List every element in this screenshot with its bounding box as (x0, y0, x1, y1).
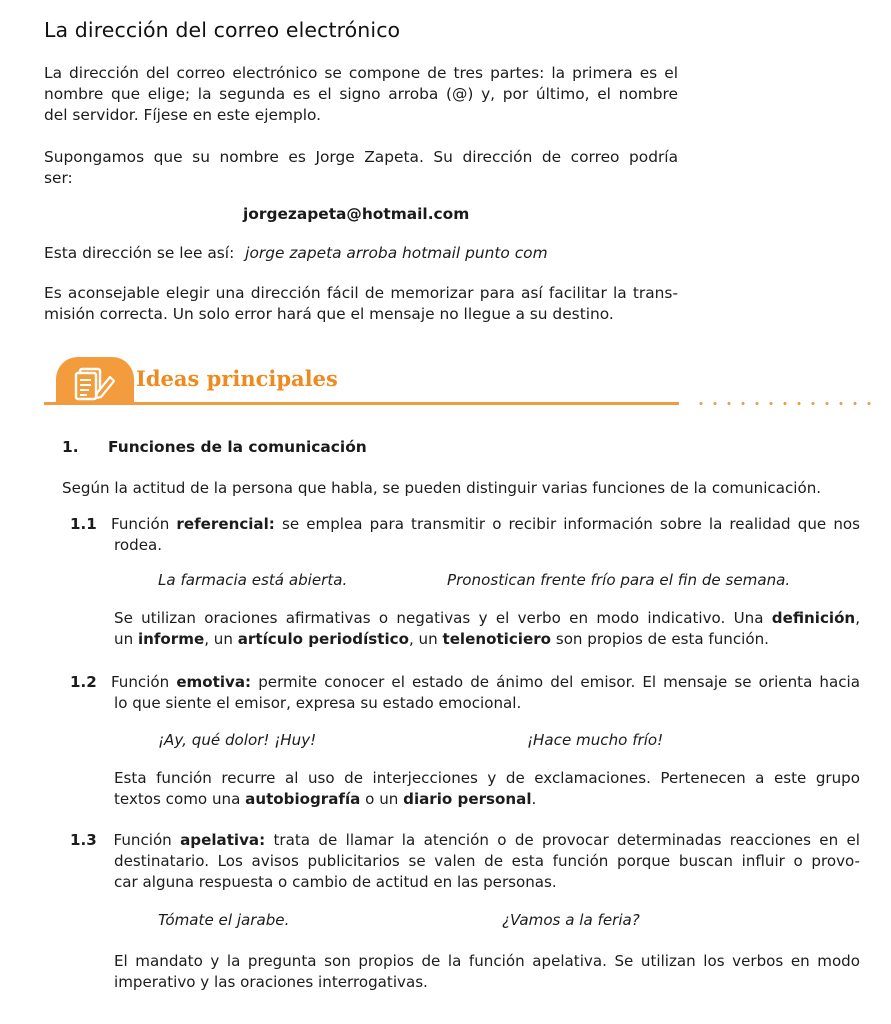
section-heading: Funciones de la comunicación (108, 438, 367, 456)
text-span: son propios de esta función. (551, 630, 769, 648)
example-1: ¡Ay, qué dolor! ¡Huy! (158, 731, 317, 749)
text-line: destinatario. Los avisos publicitarios se valen de esta función porque buscan influir o provo- (114, 852, 860, 870)
ideas-banner (44, 352, 874, 412)
text-span: se emplea para transmitir o recibir información sobre la realidad que nos (274, 515, 860, 533)
text-line: Supongamos que su nombre es Jorge Zapeta. Su dirección de correo podría (44, 148, 678, 166)
key-term: telenoticiero (442, 630, 552, 648)
text-span: o un (360, 790, 404, 808)
key-term: informe (137, 630, 205, 648)
reading-italic: jorge zapeta arroba hotmail punto com (245, 244, 548, 262)
key-term: emotiva: (176, 673, 252, 691)
item-number: 1.3 (70, 831, 97, 849)
text-line: El mandato y la pregunta son propios de la función apelativa. Se utilizan los verbos en modo (114, 952, 860, 970)
text-line: nombre que elige; la segunda es el signo arroba (@) y, por último, el nombre (44, 85, 678, 103)
paragraph-reading (44, 243, 548, 264)
paragraph-intro (44, 63, 678, 126)
text-span: Función (113, 831, 181, 849)
text-line: Es aconsejable elegir una dirección fácil de memorizar para así facilitar la trans- (44, 284, 678, 302)
paragraph-example (44, 147, 678, 189)
function-apelativa-detail (114, 951, 860, 993)
example-2: ¿Vamos a la feria? (502, 911, 640, 929)
text-span: , (855, 609, 860, 627)
ideas-heading: Ideas principales (136, 366, 338, 391)
page-title: La dirección del correo electrónico (44, 18, 401, 42)
text-line: La dirección del correo electrónico se compone de tres partes: la primera es el (44, 64, 678, 82)
text-span: Se utilizan oraciones afirmativas o negativas y el verbo en modo indicativo. Una (114, 609, 772, 627)
text-line (70, 514, 860, 535)
document-pencil-icon (56, 357, 134, 402)
text-line: del servidor. Fíjese en este ejemplo. (44, 106, 322, 124)
ideas-underline (44, 402, 679, 405)
text-span: , un (204, 630, 238, 648)
key-term: autobiografía (245, 790, 361, 808)
function-apelativa (70, 830, 860, 893)
text-line: Esta función recurre al uso de interjecciones y de exclamaciones. Pertenecen a este grupo (114, 769, 860, 787)
key-term: artículo periodístico (237, 630, 409, 648)
text-span: , un (408, 630, 443, 648)
section-intro: Según la actitud de la persona que habla, se pueden distinguir varias funciones de la comunicación. (62, 479, 822, 497)
ideas-dotted-line (694, 402, 874, 405)
text-span: permite conocer el estado de ánimo del emisor. El mensaje se orienta hacia (251, 673, 860, 691)
key-term: diario personal (403, 790, 532, 808)
function-emotiva (70, 672, 860, 714)
text-line (114, 630, 769, 648)
text-span: Función (111, 515, 177, 533)
item-number: 1.2 (70, 673, 97, 691)
text-line: rodea. (114, 536, 163, 554)
key-term: definición (771, 609, 856, 627)
paragraph-advice (44, 283, 678, 325)
example-1: La farmacia está abierta. (158, 571, 348, 589)
example-2: Pronostican frente frío para el fin de semana. (447, 571, 791, 589)
function-referencial (70, 514, 860, 556)
text-span: Función (110, 673, 177, 691)
function-referencial-detail (114, 608, 860, 650)
text-span: . (531, 790, 537, 808)
text-line (70, 830, 860, 851)
text-line (114, 790, 536, 808)
function-emotiva-detail (114, 768, 860, 810)
key-term: apelativa: (180, 831, 266, 849)
reading-lead: Esta dirección se lee así: (44, 244, 235, 262)
text-line (114, 608, 860, 629)
text-line: car alguna respuesta o cambio de actitud en las personas. (114, 873, 557, 891)
text-line: lo que siente el emisor, expresa su estado emocional. (114, 694, 522, 712)
email-example: jorgezapeta@hotmail.com (243, 205, 470, 223)
example-2: ¡Hace mucho frío! (527, 731, 664, 749)
text-line: misión correcta. Un solo error hará que el mensaje no llegue a su destino. (44, 305, 614, 323)
text-span: trata de llamar la atención o de provocar determinadas reacciones en el (265, 831, 860, 849)
item-number: 1.1 (70, 515, 97, 533)
key-term: referencial: (176, 515, 275, 533)
ideas-tab (56, 357, 134, 402)
text-line: imperativo y las oraciones interrogativas. (114, 973, 428, 991)
text-span: textos como una (114, 790, 246, 808)
section-number: 1. (62, 438, 79, 456)
example-1: Tómate el jarabe. (158, 911, 290, 929)
text-span: un (114, 630, 138, 648)
text-line: ser: (44, 169, 73, 187)
text-line (70, 672, 860, 693)
